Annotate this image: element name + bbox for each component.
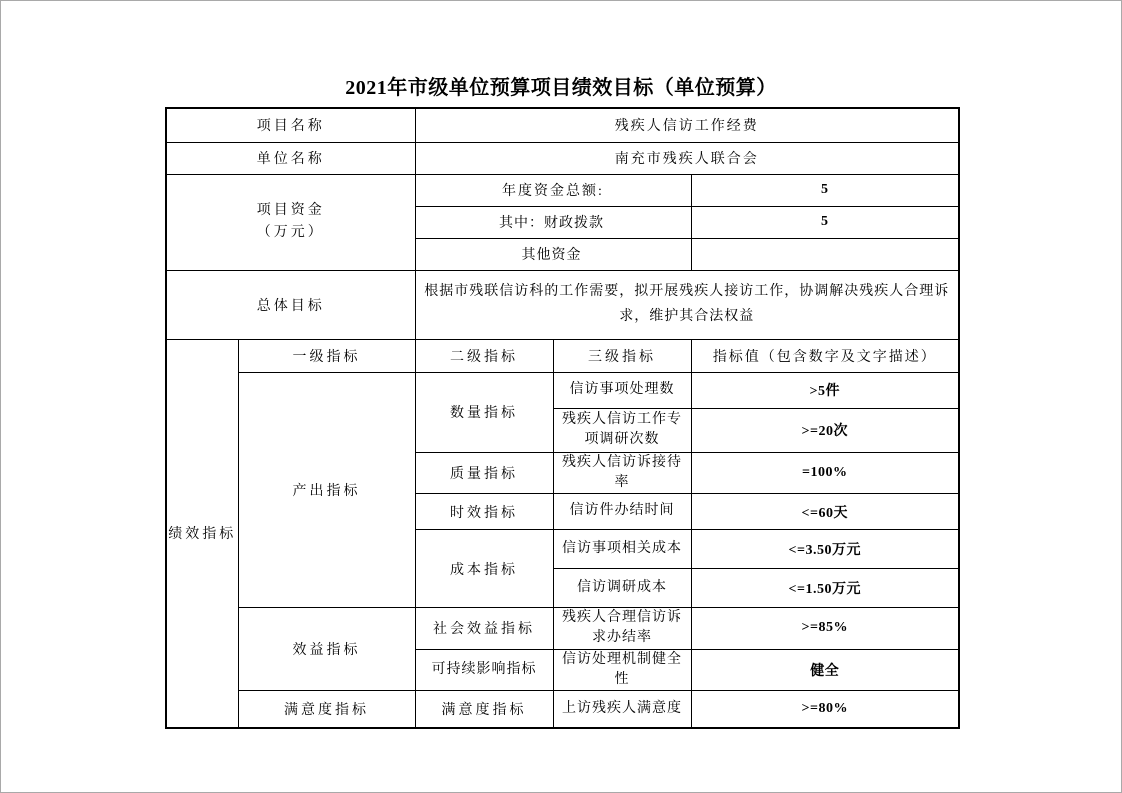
- level3-cell: 信访件办结时间: [553, 494, 691, 530]
- level1-cell: 满意度指标: [238, 691, 415, 728]
- header-level3: 三级指标: [553, 339, 691, 372]
- level2-cell: 质量指标: [415, 452, 553, 494]
- indicator-value-cell: <=3.50万元: [691, 530, 959, 569]
- indicator-value-cell: =100%: [691, 452, 959, 494]
- indicator-value-cell: >=85%: [691, 608, 959, 650]
- funds-label: [166, 174, 415, 270]
- indicator-value-cell: >=80%: [691, 691, 959, 728]
- level2-cell: 社会效益指标: [415, 608, 553, 650]
- level3-cell: 残疾人信访诉接待率: [553, 452, 691, 494]
- other-funds-value: [691, 238, 959, 270]
- overall-goal-text: 根据市残联信访科的工作需要，拟开展残疾人接访工作，协调解决残疾人合理诉求，维护其合法权益: [415, 270, 959, 339]
- indicator-header-row: [166, 339, 959, 372]
- indicator-value-cell: <=1.50万元: [691, 569, 959, 608]
- level2-cell: 成本指标: [415, 530, 553, 608]
- indicator-value-cell: >5件: [691, 372, 959, 408]
- page-title: 2021年市级单位预算项目绩效目标（单位预算）: [345, 77, 777, 99]
- level2-cell: 满意度指标: [415, 691, 553, 728]
- level3-cell: 信访调研成本: [553, 569, 691, 608]
- level3-cell: 残疾人合理信访诉求办结率: [553, 608, 691, 650]
- level3-cell: 残疾人信访工作专项调研次数: [553, 408, 691, 452]
- table-row: [166, 270, 959, 339]
- header-level1: 一级指标: [238, 339, 415, 372]
- annual-total-value: 5: [691, 174, 959, 206]
- level1-cell: 效益指标: [238, 608, 415, 691]
- indicator-row: [166, 691, 959, 728]
- indicator-value-cell: <=60天: [691, 494, 959, 530]
- table-row: [166, 108, 959, 142]
- level3-cell: 上访残疾人满意度: [553, 691, 691, 728]
- funds-label-line1: 项目资金: [256, 202, 325, 218]
- fiscal-allocation-value: 5: [691, 206, 959, 238]
- indicator-value-cell: 健全: [691, 649, 959, 691]
- level3-cell: 信访事项处理数: [553, 372, 691, 408]
- indicator-row: [166, 372, 959, 408]
- header-level2: 二级指标: [415, 339, 553, 372]
- unit-name-label: 单位名称: [166, 142, 415, 174]
- annual-total-label: 年度资金总额:: [415, 174, 691, 206]
- level2-cell: 可持续影响指标: [415, 649, 553, 691]
- level2-cell: 数量指标: [415, 372, 553, 452]
- level3-cell: 信访事项相关成本: [553, 530, 691, 569]
- table-row: [166, 174, 959, 206]
- level2-cell: 时效指标: [415, 494, 553, 530]
- project-name-value: 残疾人信访工作经费: [415, 108, 959, 142]
- funds-label-line2: （万元）: [256, 225, 325, 240]
- table-row: [166, 142, 959, 174]
- header-value: 指标值（包含数字及文字描述）: [691, 339, 959, 372]
- unit-name-value: 南充市残疾人联合会: [415, 142, 959, 174]
- project-name-label: 项目名称: [166, 108, 415, 142]
- level3-cell: 信访处理机制健全性: [553, 649, 691, 691]
- indicator-value-cell: >=20次: [691, 408, 959, 452]
- indicator-row: [166, 608, 959, 650]
- budget-performance-table: [165, 107, 960, 729]
- performance-side-label: 绩效指标: [166, 339, 238, 728]
- level1-cell: 产出指标: [238, 372, 415, 608]
- overall-goal-label: 总体目标: [166, 270, 415, 339]
- fiscal-allocation-label: 其中：财政拨款: [415, 206, 691, 238]
- other-funds-label: 其他资金: [415, 238, 691, 270]
